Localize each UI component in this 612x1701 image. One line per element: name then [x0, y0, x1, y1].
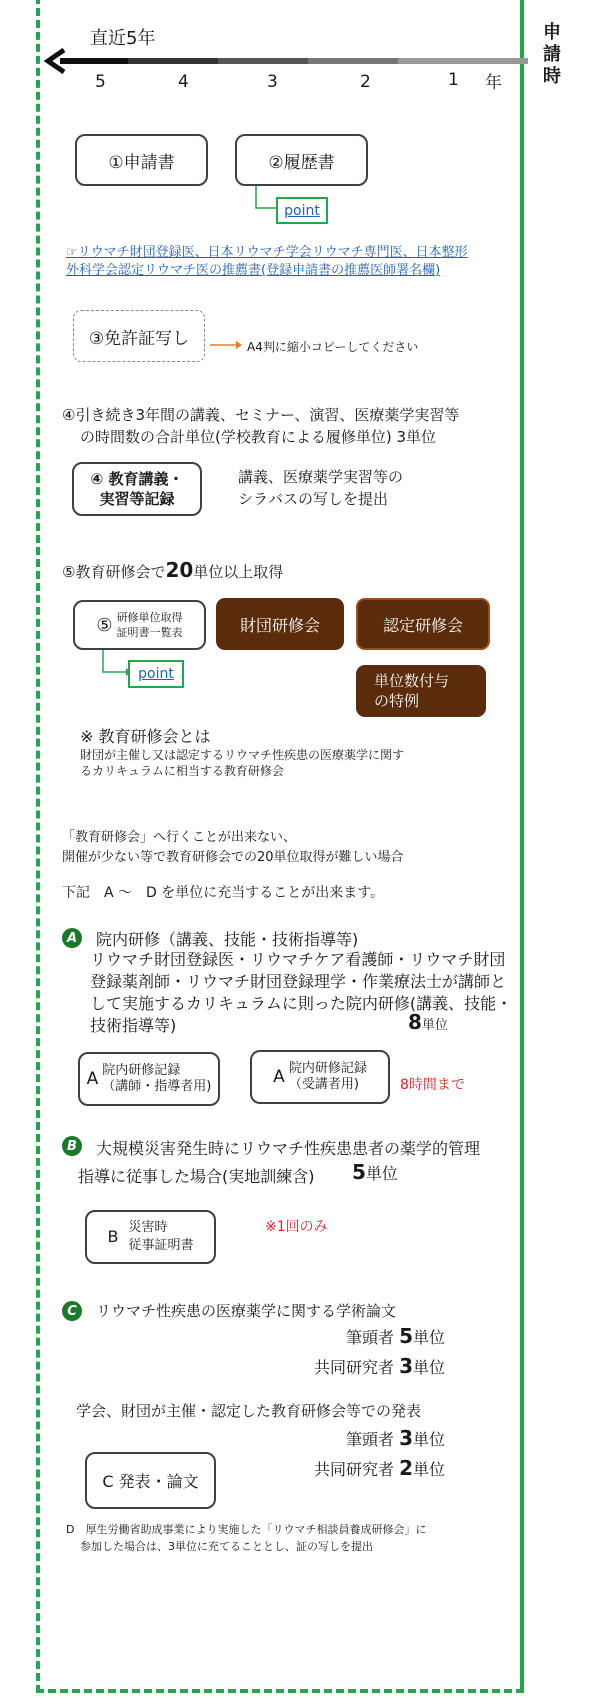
section-d-note: D 厚生労働省助成事業により実施した「リウマチ相談員養成研修会」に 参加した場合は、3単位に充てることとし、証の写しを提出	[66, 1523, 427, 1553]
section-a-units: 8単位	[408, 1010, 448, 1034]
resume-box[interactable]: ②履歴書	[235, 134, 368, 186]
timeline-title: 直近5年	[90, 28, 156, 49]
alternative-note: 「教育研修会」へ行くことが出来ない、 開催が少ない等で教育研修会での20単位取得が難しい場合	[62, 830, 404, 865]
timeline-tick-4: 4	[178, 72, 189, 92]
foundation-training-button[interactable]: 財団研修会	[216, 598, 344, 650]
section-a-title: 院内研修（講義、技能・技術指導等)	[96, 930, 359, 949]
certificate-point-link[interactable]: point	[128, 660, 184, 688]
section-b-note: ※1回のみ	[265, 1219, 328, 1235]
section-b-line2: 指導に従事した場合(実地訓練含)	[78, 1167, 315, 1186]
section-b-badge: B	[62, 1136, 82, 1156]
timeline-unit: 年	[485, 73, 502, 93]
license-note: A4判に縮小コピーしてください	[247, 340, 419, 354]
pres-first-author: 筆頭者 3単位	[346, 1426, 446, 1450]
timeline-tick-2: 2	[360, 72, 371, 92]
timeline-tick-5: 5	[95, 72, 106, 92]
paper-co-author: 共同研究者 3単位	[314, 1354, 446, 1378]
item5-heading: ⑤教育研修会で20単位以上取得	[62, 558, 284, 582]
license-arrow-icon	[210, 340, 242, 350]
application-time-label: 申 請 時	[543, 22, 561, 87]
section-b-line1: 大規模災害発生時にリウマチ性疾患患者の薬学的管理	[96, 1139, 481, 1158]
presentation-paper-box[interactable]: C 発表・論文	[85, 1452, 216, 1509]
disaster-certificate-box[interactable]: B 災害時 従事証明書	[85, 1210, 216, 1264]
section-a-limit: 8時間まで	[400, 1077, 465, 1093]
timeline-tick-1: 1	[448, 70, 459, 90]
section-a-body: リウマチ財団登録医・リウマチケア看護師・リウマチ財団 登録薬剤師・リウマチ財団登録理学・作業療法士が講師と して実施するカリキュラムに則った院内研修(講義、技能・ 技術指導等)	[90, 950, 513, 1035]
deadline-line	[520, 0, 524, 1693]
lecture-desc: 講義、医療薬学実習等の シラバスの写しを提出	[238, 468, 404, 508]
certified-training-button[interactable]: 認定研修会	[356, 598, 490, 650]
paper-first-author: 筆頭者 5単位	[346, 1324, 446, 1348]
section-a-badge: A	[62, 928, 82, 948]
section-b-units: 5単位	[352, 1160, 398, 1184]
training-definition: ※ 教育研修会とは 財団が主催し又は認定するリウマチ性疾患の医療薬学に関す るカリキュラムに相当する教育研修会	[80, 727, 405, 778]
license-copy-box[interactable]: ③免許証写し	[73, 310, 205, 362]
application-form-box[interactable]: ①申請書	[75, 134, 208, 186]
item4-heading: ④引き続き3年間の講義、セミナー、演習、医療薬学実習等 の時間数の合計単位(学校教育による履修単位) 3単位	[62, 406, 460, 446]
section-c-pres-title: 学会、財団が主催・認定した教育研修会等での発表	[76, 1402, 422, 1420]
special-unit-button[interactable]: 単位数付与 の特例	[356, 665, 486, 717]
timeline-tick-3: 3	[267, 72, 278, 92]
inhouse-attendee-record-box[interactable]: A 院内研修記録 （受講者用)	[250, 1050, 390, 1104]
inhouse-instructor-record-box[interactable]: A 院内研修記録 （講師・指導者用)	[78, 1052, 220, 1106]
training-certificate-box[interactable]: ⑤ 研修単位取得 証明書一覧表	[73, 600, 206, 650]
alternative-instruction: 下記 A 〜 D を単位に充当することが出来ます。	[62, 885, 385, 901]
resume-point-link[interactable]: point	[276, 197, 328, 224]
section-c-badge: C	[62, 1301, 82, 1321]
lecture-record-box[interactable]: ④ 教育講義・ 実習等記録	[72, 462, 202, 516]
recommendation-link[interactable]: ☞リウマチ財団登録医、日本リウマチ学会リウマチ専門医、日本整形 外科学会認定リウマチ医の推薦書(登録申請書の推薦医師署名欄)	[66, 245, 468, 278]
pres-co-author: 共同研究者 2単位	[314, 1456, 446, 1480]
section-c-paper-title: リウマチ性疾患の医療薬学に関する学術論文	[96, 1302, 397, 1320]
